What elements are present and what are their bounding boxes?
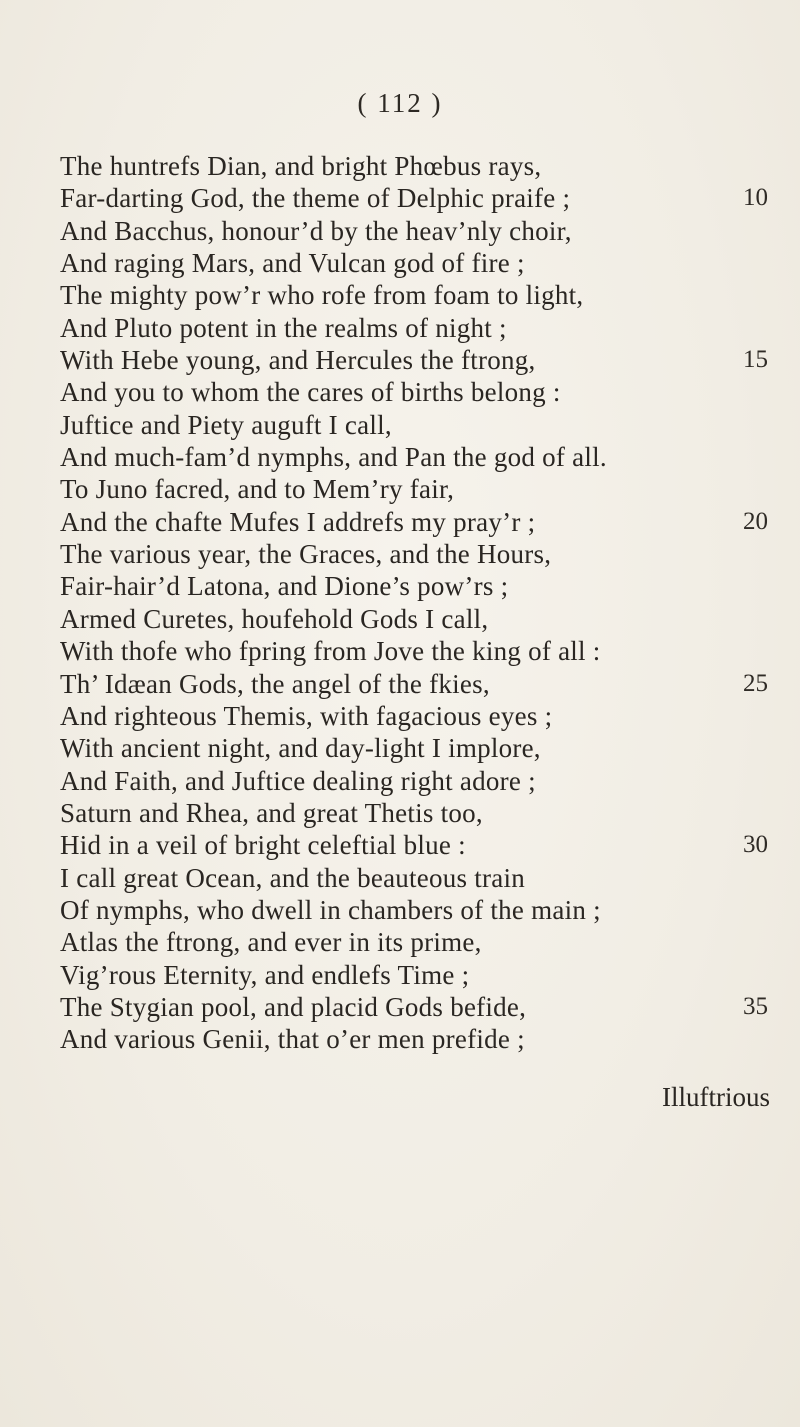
line-number: 30 [743,831,768,859]
verse-line [0,668,800,700]
verse-line-text: And raging Mars, and Vulcan god of fire ; [60,248,525,279]
line-number: 35 [743,992,768,1020]
verse-line-text: Far-darting God, the theme of Delphic praife ; [60,183,571,214]
verse-line-text: And righteous Themis, with fagacious eyes ; [60,700,553,731]
verse-line [0,344,800,376]
verse-line [0,570,800,602]
verse-line [0,732,800,764]
verse-line [0,376,800,408]
verse-line-text: And the chafte Mufes I addrefs my pray’r ; [60,506,536,537]
verse-line-text: And you to whom the cares of births belong : [60,377,561,408]
verse-line-text: Armed Curetes, houfehold Gods I call, [60,603,489,634]
verse-line-text: To Juno facred, and to Mem’ry fair, [60,474,455,505]
verse-line [0,635,800,667]
verse-line [0,182,800,214]
verse-line [0,959,800,991]
catchword: Illuftrious [662,1082,770,1112]
line-number: 25 [743,669,768,697]
verse-line-text: The various year, the Graces, and the Hours, [60,539,552,570]
verse-line-text: Vig’rous Eternity, and endlefs Time ; [60,959,470,990]
verse-line [0,473,800,505]
verse-line [0,441,800,473]
verse-line-text: The mighty pow’r who rofe from foam to light, [60,280,584,311]
line-number: 15 [743,346,768,374]
verse-line [0,150,800,182]
verse-line-text: With ancient night, and day-light I implore, [60,733,541,764]
verse-line [0,409,800,441]
verse-line [0,700,800,732]
verse-line [0,1023,800,1055]
verse-line [0,894,800,926]
verse-line-text: The Stygian pool, and placid Gods befide, [60,991,527,1022]
verse-line [0,247,800,279]
verse-line [0,312,800,344]
verse-line [0,991,800,1023]
verse-block [0,150,800,1056]
verse-line-text: I call great Ocean, and the beauteous train [60,862,526,893]
verse-line-text: With thofe who fpring from Jove the king of all : [60,636,601,667]
verse-line-text: Of nymphs, who dwell in chambers of the main ; [60,894,601,925]
verse-line [0,603,800,635]
verse-line-text: Atlas the ftrong, and ever in its prime, [60,927,482,958]
line-number: 10 [743,184,768,212]
verse-line-text: Th’ Idæan Gods, the angel of the fkies, [60,668,490,699]
verse-line-text: And much-fam’d nymphs, and Pan the god of all. [60,442,607,473]
verse-line [0,279,800,311]
verse-line-text: And Pluto potent in the realms of night ; [60,312,507,343]
verse-line [0,797,800,829]
verse-line-text: Fair-hair’d Latona, and Dione’s pow’rs ; [60,571,509,602]
verse-line-text: And Faith, and Juftice dealing right adore ; [60,765,536,796]
verse-line [0,538,800,570]
verse-line [0,926,800,958]
verse-line [0,829,800,861]
page-number: ( 112 ) [357,88,443,118]
verse-line-text: The huntrefs Dian, and bright Phœbus rays, [60,151,542,181]
verse-line-text: Saturn and Rhea, and great Thetis too, [60,797,483,828]
verse-line-text: Juftice and Piety auguft I call, [60,409,392,440]
verse-line [0,765,800,797]
verse-line-text: With Hebe young, and Hercules the ftrong, [60,345,536,376]
verse-line-text: Hid in a veil of bright celeftial blue : [60,830,466,861]
verse-line-text: And various Genii, that o’er men prefide ; [60,1024,525,1055]
verse-line [0,506,800,538]
line-number: 20 [743,507,768,535]
verse-line [0,862,800,894]
verse-line-text: And Bacchus, honour’d by the heav’nly choir, [60,215,572,246]
verse-line [0,215,800,247]
